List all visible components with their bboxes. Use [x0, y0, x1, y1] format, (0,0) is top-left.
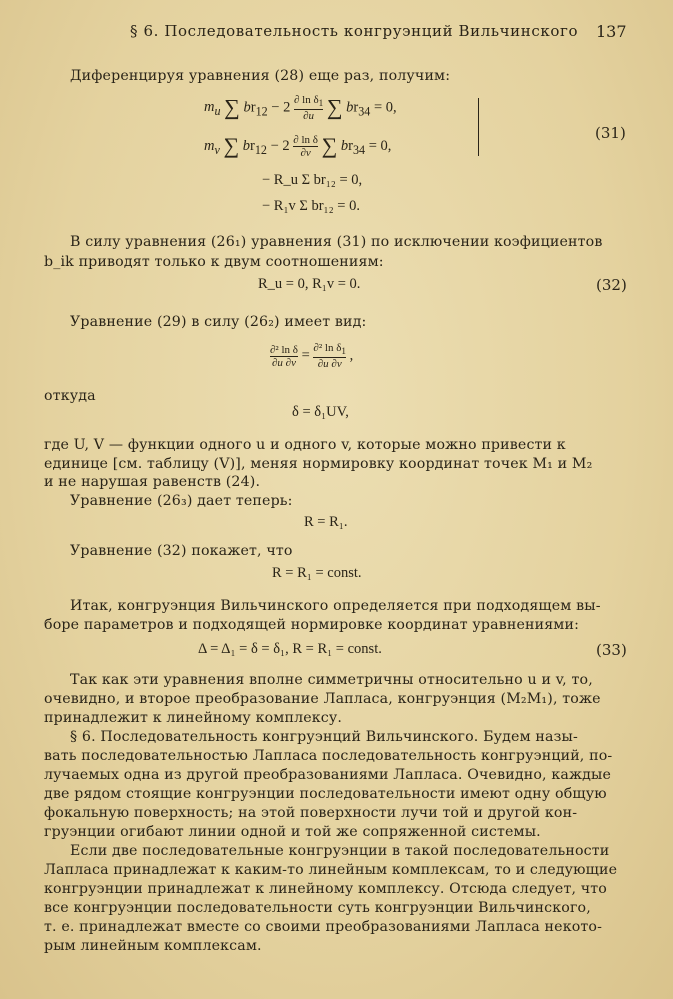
paragraph-5-line-1: где U, V — функции одного u и одного v, которые можно привести к	[44, 437, 566, 453]
paragraph-9-line-1: Так как эти уравнения вполне симметричны относительно u и v, то,	[70, 672, 593, 688]
paragraph-3: Уравнение (29) в силу (26₂) имеет вид:	[70, 314, 367, 330]
equation-const: R = R₁ = const.	[272, 565, 362, 581]
paragraph-1: Диференцируя уравнения (28) еще раз, получим:	[70, 68, 451, 84]
paragraph-11-line-4: все конгруэнции последовательности суть конгруэнции Вильчинского,	[44, 900, 591, 916]
paragraph-9-line-2: очевидно, и второе преобразование Лапласа, конгруэнция (M₂M₁), тоже	[44, 691, 601, 707]
paragraph-11-line-5: т. е. принадлежат вместе со своими преобразованиями Лапласа некото-	[44, 919, 603, 935]
equation-33: Δ = Δ₁ = δ = δ₁, R = R₁ = const.	[198, 641, 382, 657]
paragraph-10-line-5: фокальную поверхность; на этой поверхности лучи той и другой кон-	[44, 805, 578, 821]
paragraph-8-line-1: Итак, конгруэнция Вильчинского определяется при подходящем вы-	[70, 598, 601, 614]
equation-31-line-3: − R_u Σ br₁₂ = 0,	[262, 172, 363, 188]
page-number: 137	[596, 22, 627, 41]
paragraph-10-line-6: груэнции огибают линии одной и той же сопряженной системы.	[44, 824, 541, 840]
equation-31-line-1: $m_u$ ∑ $br_{12} - 2$ $\frac{\partial \ln \delta_1}{\partial u}$ ∑ $br_{34} = 0$,	[204, 94, 397, 123]
equation-29-form: $\frac{\text{∂² ln δ}}{\partial u \partial v}$ = $\frac{\partial^2 \ln \delta_1}{\partial u \partial v}$ ,	[270, 342, 354, 371]
paragraph-8-line-2: боре параметров и подходящей нормировке координат уравнениями:	[44, 617, 580, 633]
paragraph-2-line-2: b_ik приводят только к двум соотношениям:	[44, 254, 384, 270]
equation-32: R_u = 0, R₁v = 0.	[258, 276, 361, 292]
equation-R: R = R₁.	[304, 514, 348, 530]
paragraph-5-line-2: единице [см. таблицу (V)], меняя нормировку координат точек M₁ и M₂	[44, 456, 593, 472]
paragraph-5-line-3: и не нарушая равенств (24).	[44, 474, 261, 490]
paragraph-10-line-1: § 6. Последовательность конгруэнций Вильчинского. Будем назы-	[70, 729, 578, 745]
paragraph-10-line-3: лучаемых одна из другой преобразованиями Лапласа. Очевидно, каждые	[44, 767, 612, 783]
equation-31-number: (31)	[595, 124, 626, 142]
paragraph-4: откуда	[44, 388, 96, 404]
paragraph-2-line-1: В силу уравнения (26₁) уравнения (31) по исключении коэфициентов	[70, 234, 603, 250]
paragraph-11-line-6: рым линейным комплексам.	[44, 938, 262, 954]
equation-brace	[478, 98, 479, 156]
equation-32-number: (32)	[596, 276, 627, 294]
paragraph-7: Уравнение (32) покажет, что	[70, 543, 293, 559]
paragraph-6: Уравнение (26₃) дает теперь:	[70, 493, 293, 509]
paragraph-11-line-2: Лапласа принадлежат к каким-то линейным комплексам, то и следующие	[44, 862, 618, 878]
paragraph-11-line-1: Если две последовательные конгруэнции в такой последовательности	[70, 843, 610, 859]
paragraph-10-line-4: две рядом стоящие конгруэнции последовательности имеют одну общую	[44, 786, 607, 802]
running-header: § 6. Последовательность конгруэнций Вильчинского	[130, 22, 579, 40]
equation-31-line-4: − R₁v Σ br₁₂ = 0.	[262, 198, 360, 214]
equation-31-line-2: $m_v$ ∑ $br_{12} - 2$ $\frac{\text{∂ ln δ}}{\partial v}$ ∑ $br_{34} = 0$,	[204, 133, 392, 160]
paragraph-10-line-2: вать последовательностью Лапласа последовательность конгруэнций, по-	[44, 748, 613, 764]
paragraph-9-line-3: принадлежит к линейному комплексу.	[44, 710, 343, 726]
equation-33-number: (33)	[596, 641, 627, 659]
equation-delta: δ = δ₁UV,	[292, 404, 349, 420]
paragraph-11-line-3: конгруэнции принадлежат к линейному комплексу. Отсюда следует, что	[44, 881, 607, 897]
